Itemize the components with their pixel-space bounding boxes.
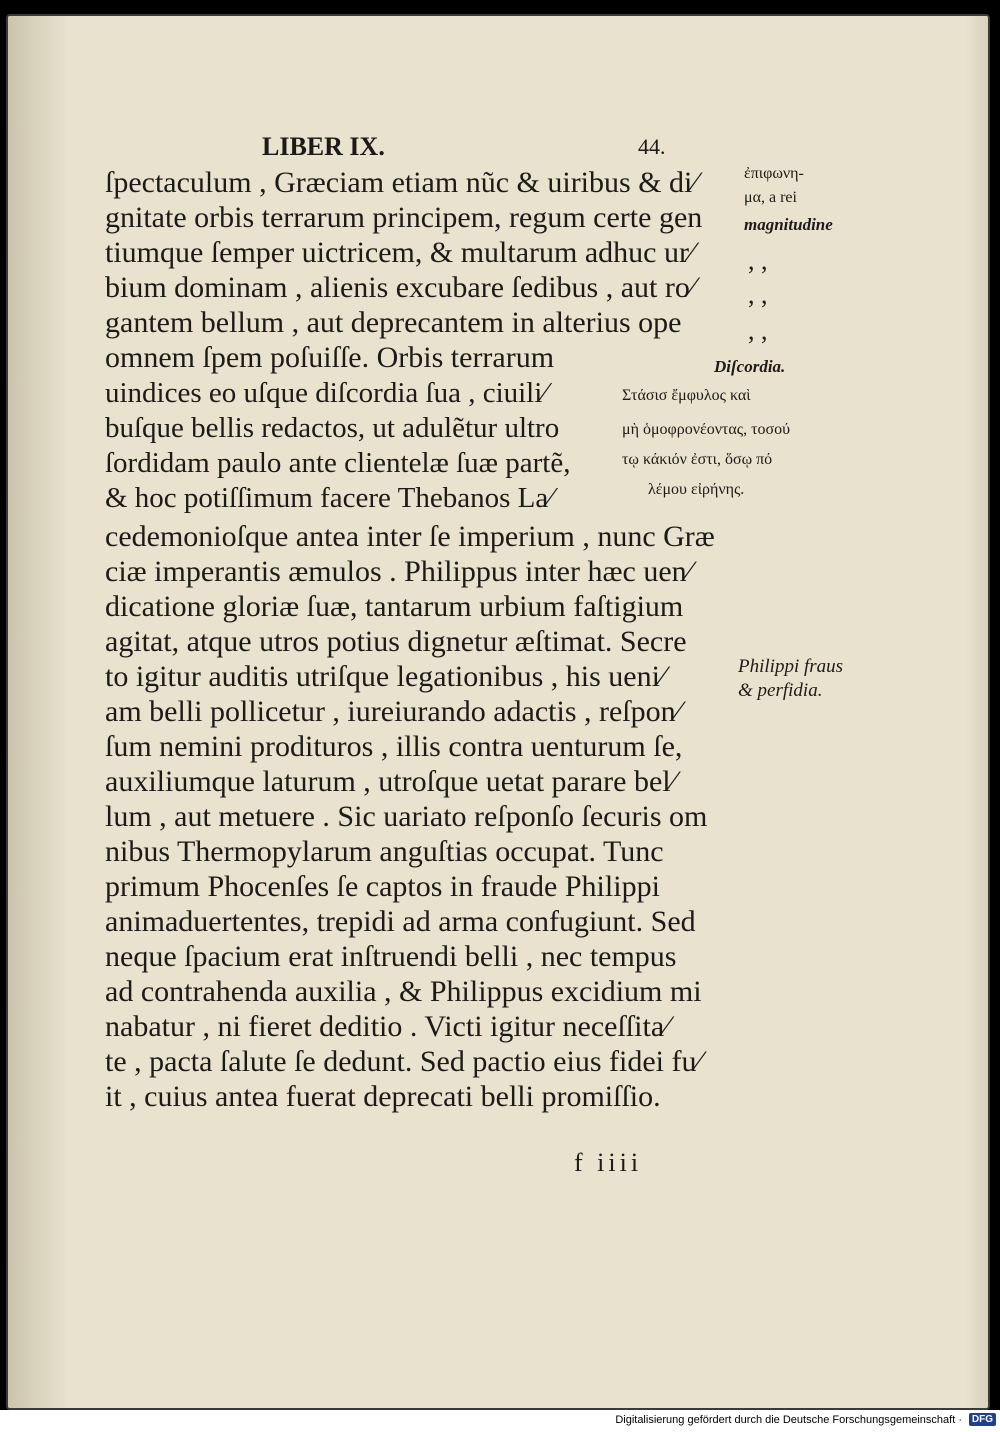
margin-note-magnitudine: magnitudine	[744, 215, 833, 234]
margin-commas: , ,	[748, 316, 768, 345]
text-line: omnem ſpem poſuiſſe. Orbis terrarum	[105, 341, 555, 374]
margin-note-greek-epiphonema: ἐπιφωνη‑	[744, 165, 804, 182]
dfg-logo: DFG	[969, 1413, 996, 1426]
text-line: animaduertentes, trepidi ad arma confugiunt. Sed	[105, 905, 696, 938]
text-line: uindices eo uſque diſcordia ſua , ciuili⁄	[105, 377, 548, 409]
text-line: nabatur , ni fieret deditio . Victi igitur neceſſita⁄	[105, 1010, 670, 1043]
signature-mark: f iiii	[574, 1148, 643, 1177]
text-line: ad contrahenda auxilia , & Philippus excidium mi	[105, 975, 702, 1008]
text-line: cedemonioſque antea inter ſe imperium , nunc Græ	[105, 520, 715, 553]
margin-note-greek-quote: τῳ κάκιόν ἐστι, ὅσῳ πό	[622, 451, 773, 468]
text-line: agitat, atque utros potius dignetur æſtimat. Secre	[105, 625, 687, 658]
text-line: ſum nemini prodituros , illis contra uenturum ſe,	[105, 730, 683, 763]
text-line: ſordidam paulo ante clientelæ ſuæ partẽ,	[105, 447, 571, 479]
text-line: buſque bellis redactos, ut adulẽtur ultro	[105, 412, 560, 444]
footer-bar	[0, 1410, 1000, 1432]
text-line: primum Phocenſes ſe captos in fraude Philippi	[105, 870, 660, 903]
text-line: tiumque ſemper uictricem, & multarum adhuc ur⁄	[105, 236, 694, 269]
running-head: LIBER IX.	[262, 132, 385, 161]
book-page	[6, 14, 990, 1410]
text-line: te , pacta ſalute ſe dedunt. Sed pactio eius fidei fu⁄	[105, 1045, 702, 1078]
text-line: gantem bellum , aut deprecantem in alterius ope	[105, 306, 682, 339]
page-number: 44.	[638, 134, 666, 159]
margin-commas: , ,	[748, 246, 768, 275]
text-line: neque ſpacium erat inſtruendi belli , nec tempus	[105, 940, 677, 973]
text-line: dicatione gloriæ ſuæ, tantarum urbium faſtigium	[105, 590, 684, 623]
text-line: it , cuius antea fuerat deprecati belli promiſſio.	[105, 1080, 661, 1113]
margin-note-philippi-fraus: & perfidia.	[738, 680, 823, 701]
margin-note-discordia: Diſcordia.	[714, 357, 786, 376]
text-line: to igitur auditis utriſque legationibus , his ueni⁄	[105, 660, 665, 693]
margin-note-greek-quote: Στάσισ ἔμφυλος καὶ	[622, 387, 751, 404]
text-line: nibus Thermopylarum anguſtias occupat. Tunc	[105, 835, 664, 868]
margin-note-philippi-fraus: Philippi fraus	[738, 656, 844, 677]
text-line: & hoc potiſſimum facere Thebanos La⁄	[105, 482, 554, 514]
text-line: auxiliumque laturum , utroſque uetat parare bel⁄	[105, 765, 676, 798]
text-line: ſpectaculum , Græciam etiam nũc & uiribus & di⁄	[105, 166, 698, 199]
margin-note-greek-epiphonema: μα, a rei	[744, 189, 797, 206]
footer-credit: Digitalisierung gefördert durch die Deutsche Forschungsgemeinschaft ·	[615, 1414, 962, 1426]
margin-note-greek-quote: λέμου εἰρήνης.	[648, 481, 745, 498]
text-line: ciæ imperantis æmulos . Philippus inter hæc uen⁄	[105, 555, 692, 588]
text-line: bium dominam , alienis excubare ſedibus , aut ro⁄	[105, 271, 695, 304]
margin-note-greek-quote: μὴ ὁμοφρονέοντας, τοσού	[622, 421, 791, 438]
text-line: gnitate orbis terrarum principem, regum certe gen	[105, 201, 703, 234]
text-line: am belli pollicetur , iureiurando adactis , reſpon⁄	[105, 695, 681, 728]
margin-commas: , ,	[748, 280, 768, 309]
text-line: lum , aut metuere . Sic uariato reſponſo ſecuris om	[105, 800, 708, 833]
